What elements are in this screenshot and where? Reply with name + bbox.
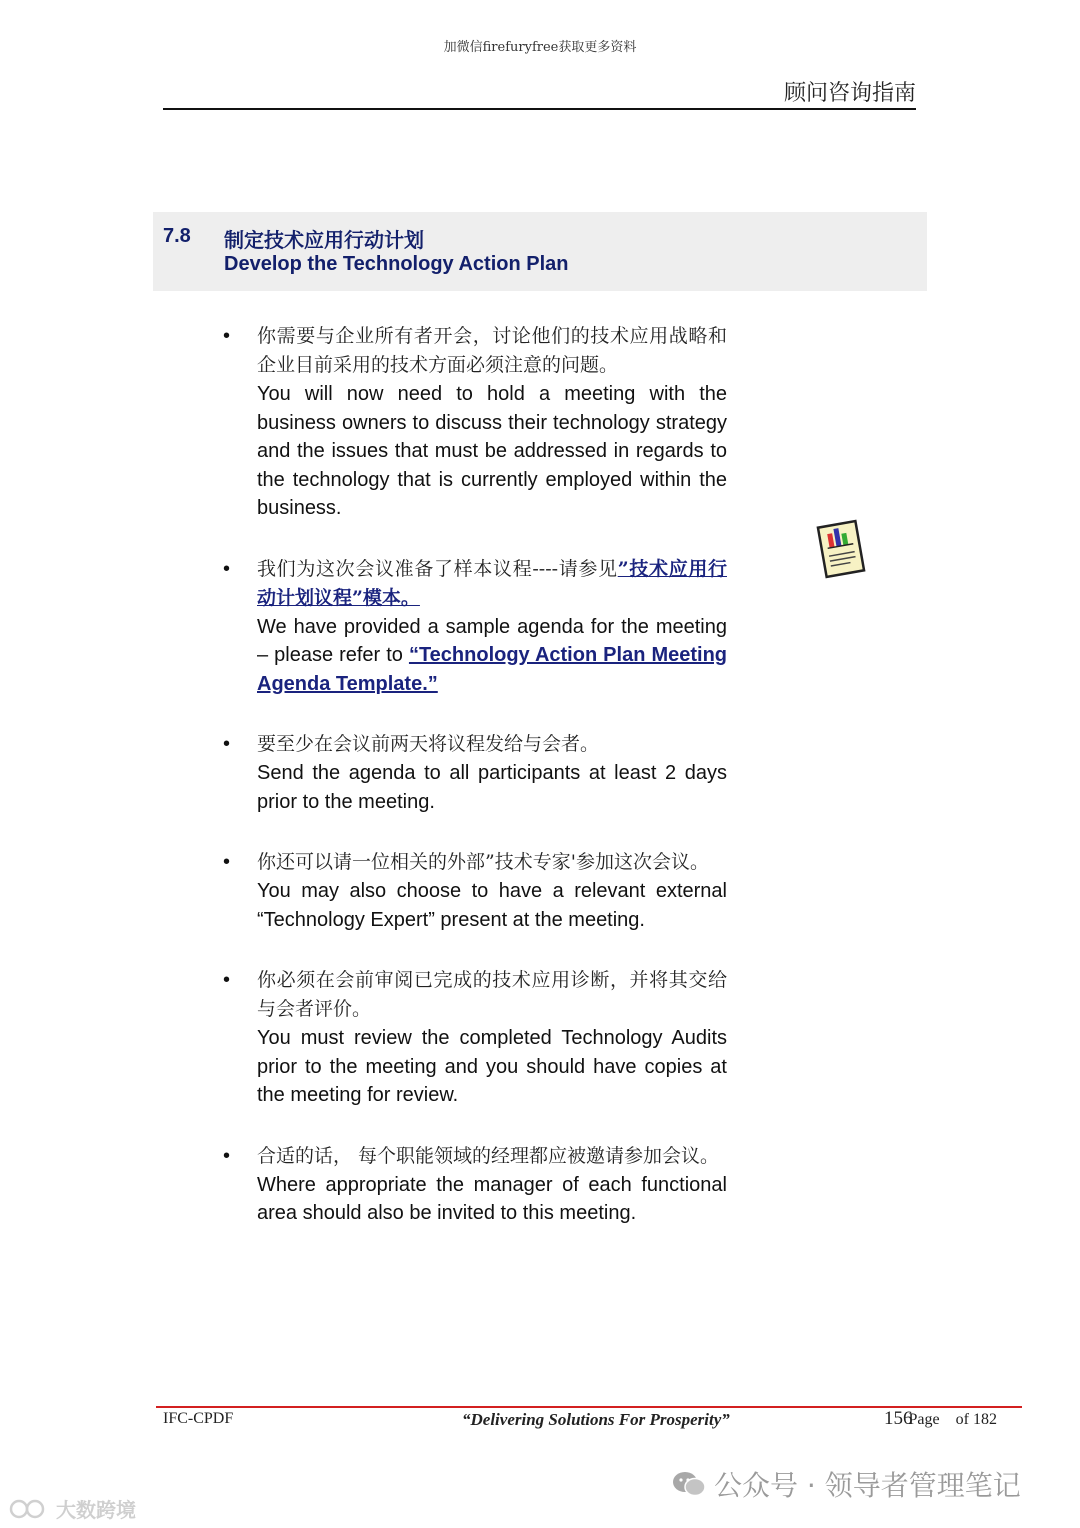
list-item — [223, 848, 727, 934]
bullet-text-zh: 要至少在会议前两天将议程发给与会者。 — [257, 733, 600, 755]
list-item — [223, 322, 727, 523]
page-indicator — [884, 1408, 997, 1430]
section-title-zh: 制定技术应用行动计划 — [224, 228, 424, 252]
template-link-zh[interactable]: ”技术应用行动计划议程”模本。 — [257, 557, 727, 609]
bullet-text-zh-lead: 我们为这次会议准备了样本议程----请参见 — [257, 557, 618, 580]
bullet-text-en: Where appropriate the manager of each functional area should also be invited to this meeting. — [257, 1173, 727, 1224]
section-title-en: Develop the Technology Action Plan — [224, 253, 569, 275]
list-item — [223, 966, 727, 1110]
footer-left: IFC-CPDF — [163, 1410, 234, 1427]
corner-watermark — [8, 1494, 136, 1523]
template-link-en[interactable]: “Technology Action Plan Meeting Agenda Template.” — [257, 644, 727, 695]
bullet-text-zh: 你必须在会前审阅已完成的技术应用诊断，并将其交给与会者评价。 — [257, 969, 727, 1020]
section-heading — [153, 212, 927, 291]
bullet-text-en: You may also choose to have a relevant external “Technology Expert” present at the meeting. — [257, 880, 727, 931]
list-item — [223, 555, 727, 699]
bullet-text-zh — [257, 555, 727, 613]
top-note: 加微信firefuryfree获取更多资料 — [443, 40, 637, 55]
corner-text: 大数跨境 — [56, 1498, 136, 1522]
bullet-dot: • — [223, 851, 231, 873]
bullet-dot: • — [223, 325, 231, 347]
page-total: of 182 — [955, 1411, 997, 1428]
wechat-icon — [672, 1470, 706, 1498]
page-label: Page — [908, 1411, 940, 1428]
header-rule — [163, 108, 916, 110]
bullet-text-zh: 合适的话， 每个职能领域的经理都应被邀请参加会议。 — [257, 1144, 720, 1167]
bullet-dot: • — [223, 969, 231, 991]
bullet-text-en-lead: We have provided a sample agenda for the meeting – please refer to — [257, 615, 727, 666]
list-item — [223, 730, 727, 816]
document-chart-icon — [810, 518, 872, 580]
bullet-text-en: You will now need to hold a meeting with the business owners to discuss their technology strategy and the issues that must be addressed in regards to the technology that is currently employed within the business. — [257, 383, 727, 519]
bullet-text-en: Send the agenda to all participants at least 2 days prior to the meeting. — [257, 762, 727, 813]
bullet-text-en — [257, 613, 727, 699]
header-title: 顾问咨询指南 — [783, 81, 916, 106]
bullet-text-zh: 你还可以请一位相关的外部”技术专家'参加这次会议。 — [257, 851, 709, 873]
bullet-text-zh: 你需要与企业所有者开会，讨论他们的技术应用战略和企业目前采用的技术方面必须注意的问题。 — [257, 325, 727, 376]
bullet-list — [223, 322, 727, 1260]
watermark-text: 公众号 · 领导者管理笔记 — [714, 1469, 1021, 1502]
bullet-text-en: You must review the completed Technology Audits prior to the meeting and you should have copies at the meeting for review. — [257, 1027, 727, 1106]
footer-slogan: “Delivering Solutions For Prosperity” — [462, 1410, 730, 1429]
section-number: 7.8 — [163, 225, 191, 247]
bullet-dot: • — [223, 733, 231, 755]
watermark — [672, 1464, 1021, 1504]
page-number: 156 — [884, 1408, 913, 1429]
list-item — [223, 1142, 727, 1228]
logo-icon — [8, 1498, 52, 1520]
bullet-dot: • — [223, 1144, 231, 1167]
bullet-dot: • — [223, 557, 231, 580]
